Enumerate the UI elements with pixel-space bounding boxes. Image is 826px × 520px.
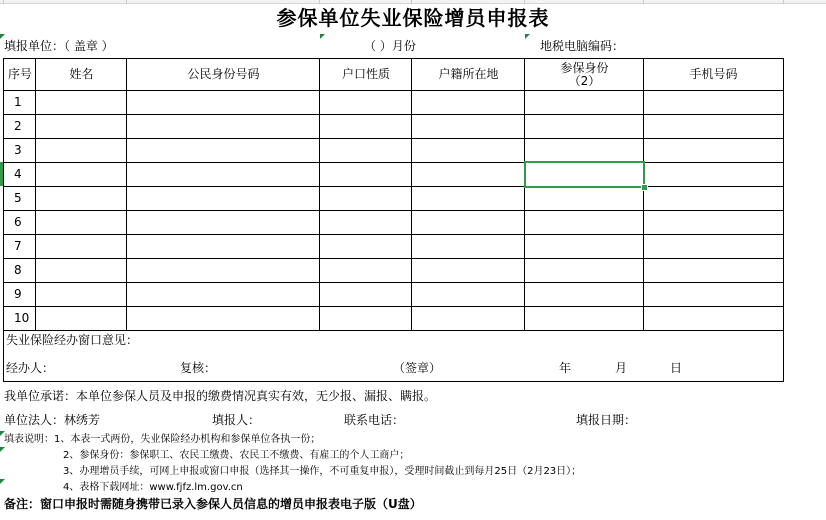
table-cell[interactable] [411,138,525,163]
filler-label: 填报人： [212,413,261,427]
table-cell[interactable] [319,234,412,259]
table-cell[interactable] [643,210,784,235]
table-cell[interactable] [524,90,644,115]
table-cell[interactable] [126,162,320,187]
legal-rep-label: 单位法人：林绣芳 [4,413,101,427]
table-cell[interactable] [524,114,644,139]
selected-cell[interactable] [524,161,645,188]
table-cell[interactable] [643,282,784,307]
table-cell[interactable] [524,234,644,259]
table-cell[interactable] [643,186,784,211]
phone-label: 联系电话： [344,413,405,427]
handler-label: 经办人： [6,361,55,375]
row-number[interactable]: 3 [3,138,36,163]
table-cell[interactable] [411,186,525,211]
table-cell[interactable] [126,258,320,283]
table-cell[interactable] [411,258,525,283]
table-cell[interactable] [35,186,127,211]
table-cell[interactable] [319,258,412,283]
table-cell[interactable] [126,114,320,139]
table-cell[interactable] [319,186,412,211]
table-cell[interactable] [411,90,525,115]
column-header-hukou-type[interactable]: 户口性质 [319,58,412,91]
row-number[interactable]: 7 [3,234,36,259]
tax-code-label[interactable]: 地税电脑编码： [540,39,625,53]
month-unit-label: 月 [615,361,628,375]
row-number[interactable]: 5 [3,186,36,211]
table-cell[interactable] [524,282,644,307]
opinion-label: 失业保险经办窗口意见： [6,333,139,347]
comment-indicator-icon [320,34,325,39]
table-cell[interactable] [35,138,127,163]
table-cell[interactable] [126,234,320,259]
remark: 备注：窗口申报时需随身携带已录入参保人员信息的增员申报表电子版（U盘） [4,497,422,511]
table-cell[interactable] [411,210,525,235]
comment-indicator-icon [0,447,5,452]
note-4: 4、表格下载网址：www.fjfz.lm.gov.cn [63,482,243,493]
column-header-seq[interactable]: 序号 [3,58,36,91]
column-header-insured-status[interactable]: 参保身份 （2） [524,58,644,91]
table-cell[interactable] [126,210,320,235]
table-cell[interactable] [411,282,525,307]
unit-label[interactable]: 填报单位：（ 盖章 ） [4,39,114,53]
table-cell[interactable] [319,90,412,115]
column-header-name[interactable]: 姓名 [35,58,127,91]
table-cell[interactable] [319,138,412,163]
table-cell[interactable] [35,90,127,115]
table-cell[interactable] [643,162,784,187]
table-cell[interactable] [319,114,412,139]
fill-date-label: 填报日期： [576,413,637,427]
note-3: 3、办理增员手续，可网上申报或窗口申报（选择其一操作，不可重复申报），受理时间截止到每月25日（2月23日）； [63,466,582,477]
active-row-indicator [0,162,3,186]
table-cell[interactable] [643,138,784,163]
form-title: 参保单位失业保险增员申报表 [276,6,550,30]
table-cell[interactable] [524,306,644,331]
column-header-id-number[interactable]: 公民身份号码 [126,58,320,91]
table-cell[interactable] [643,306,784,331]
comment-indicator-icon [0,479,5,484]
table-cell[interactable] [126,186,320,211]
table-cell[interactable] [35,162,127,187]
table-cell[interactable] [643,114,784,139]
table-cell[interactable] [35,282,127,307]
row-number[interactable]: 6 [3,210,36,235]
note-1: 填表说明：1、本表一式两份，失业保险经办机构和参保单位各执一份； [4,434,321,445]
table-cell[interactable] [319,306,412,331]
row-number[interactable]: 4 [3,162,36,187]
comment-indicator-icon [525,34,530,39]
seal-label: （签章） [393,361,442,375]
table-cell[interactable] [411,234,525,259]
table-cell[interactable] [126,138,320,163]
table-cell[interactable] [643,234,784,259]
table-cell[interactable] [319,210,412,235]
day-label: 日 [670,361,683,375]
note-2: 2、参保身份：参保职工、农民工缴费、农民工不缴费、有雇工的个人工商户； [63,450,410,461]
table-cell[interactable] [524,138,644,163]
table-cell[interactable] [126,90,320,115]
table-cell[interactable] [126,306,320,331]
table-cell[interactable] [35,258,127,283]
table-cell[interactable] [524,258,644,283]
column-header-hukou-location[interactable]: 户籍所在地 [411,58,525,91]
table-cell[interactable] [319,282,412,307]
table-cell[interactable] [35,234,127,259]
table-cell[interactable] [524,186,644,211]
row-number[interactable]: 2 [3,114,36,139]
row-number[interactable]: 1 [3,90,36,115]
table-cell[interactable] [411,114,525,139]
row-number[interactable]: 9 [3,282,36,307]
table-cell[interactable] [35,210,127,235]
row-number[interactable]: 10 [3,306,36,331]
table-cell[interactable] [35,114,127,139]
table-cell[interactable] [126,282,320,307]
table-cell[interactable] [35,306,127,331]
year-label: 年 [559,361,572,375]
review-label: 复核： [180,361,217,375]
table-cell[interactable] [411,162,525,187]
table-cell[interactable] [643,258,784,283]
table-cell[interactable] [411,306,525,331]
table-cell[interactable] [524,210,644,235]
promise-statement: 我单位承诺：本单位参保人员及申报的缴费情况真实有效，无少报、漏报、瞒报。 [4,389,437,403]
month-label[interactable]: （ ）月份 [364,39,416,53]
column-header-phone[interactable]: 手机号码 [643,58,784,91]
table-cell[interactable] [319,162,412,187]
fill-handle[interactable] [641,184,648,191]
row-number[interactable]: 8 [3,258,36,283]
table-cell[interactable] [643,90,784,115]
